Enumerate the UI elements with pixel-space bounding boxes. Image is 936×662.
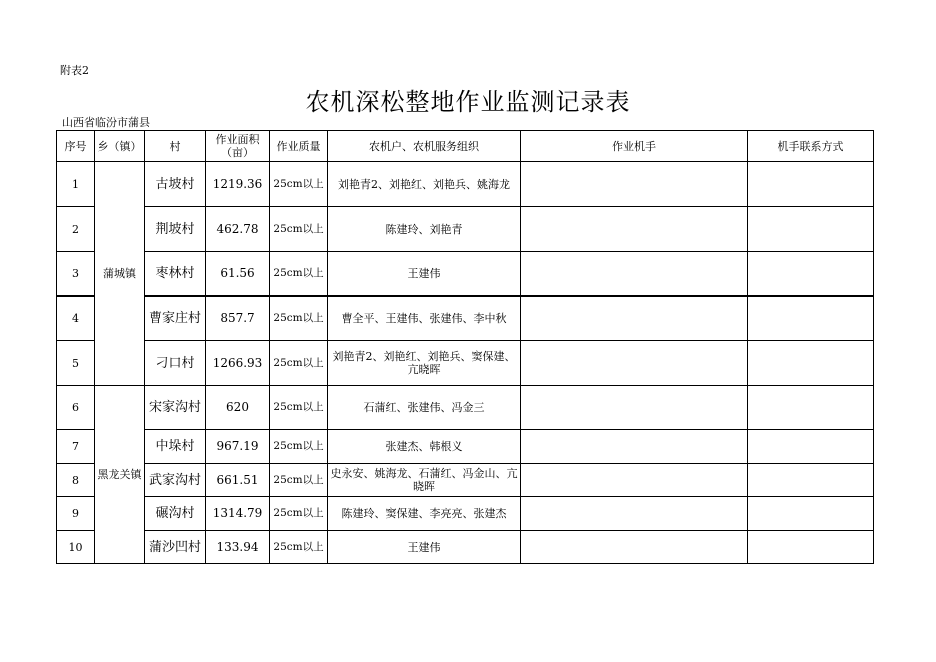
- cell-households: 刘艳青2、刘艳红、刘艳兵、姚海龙: [328, 162, 521, 207]
- cell-area: 1219.36: [206, 162, 270, 207]
- cell-no: 7: [57, 430, 95, 464]
- table-row: [57, 341, 874, 386]
- page-title: 农机深松整地作业监测记录表: [305, 88, 631, 116]
- cell-operator: [521, 341, 748, 386]
- cell-no: 6: [57, 386, 95, 430]
- cell-township: 黑龙关镇: [95, 386, 145, 564]
- cell-no: 9: [57, 497, 95, 531]
- cell-contact: [748, 296, 874, 341]
- table-row: [57, 497, 874, 531]
- cell-quality: 25cm以上: [270, 296, 328, 341]
- cell-households: 曹全平、王建伟、张建伟、李中秋: [328, 296, 521, 341]
- cell-operator: [521, 252, 748, 296]
- cell-quality: 25cm以上: [270, 430, 328, 464]
- cell-village: 中垛村: [145, 430, 206, 464]
- cell-township: 蒲城镇: [95, 162, 145, 386]
- attachment-label: 附表2: [60, 64, 89, 77]
- header-contact: 机手联系方式: [748, 131, 874, 162]
- cell-area: 1314.79: [206, 497, 270, 531]
- cell-households: 陈建玲、刘艳青: [328, 207, 521, 252]
- cell-operator: [521, 207, 748, 252]
- cell-no: 2: [57, 207, 95, 252]
- cell-quality: 25cm以上: [270, 341, 328, 386]
- cell-contact: [748, 386, 874, 430]
- cell-village: 荆坡村: [145, 207, 206, 252]
- header-households: 农机户、农机服务组织: [328, 131, 521, 162]
- cell-village: 古坡村: [145, 162, 206, 207]
- cell-village: 曹家庄村: [145, 296, 206, 341]
- cell-contact: [748, 341, 874, 386]
- cell-quality: 25cm以上: [270, 386, 328, 430]
- cell-area: 661.51: [206, 464, 270, 497]
- cell-households: 王建伟: [328, 252, 521, 296]
- cell-no: 10: [57, 531, 95, 564]
- cell-quality: 25cm以上: [270, 162, 328, 207]
- cell-households: 石蒲红、张建伟、冯金三: [328, 386, 521, 430]
- cell-no: 4: [57, 296, 95, 341]
- cell-area: 620: [206, 386, 270, 430]
- cell-contact: [748, 162, 874, 207]
- cell-quality: 25cm以上: [270, 252, 328, 296]
- cell-households: 张建杰、韩根义: [328, 430, 521, 464]
- cell-operator: [521, 497, 748, 531]
- cell-quality: 25cm以上: [270, 207, 328, 252]
- table-row: [57, 207, 874, 252]
- cell-operator: [521, 464, 748, 497]
- cell-village: 宋家沟村: [145, 386, 206, 430]
- header-no: 序号: [57, 131, 95, 162]
- header-operator: 作业机手: [521, 131, 748, 162]
- cell-area: 967.19: [206, 430, 270, 464]
- cell-households: 王建伟: [328, 531, 521, 564]
- table-row: [57, 296, 874, 341]
- cell-households: 刘艳青2、刘艳红、刘艳兵、窦保建、亢晓晖: [328, 341, 521, 386]
- cell-village: 武家沟村: [145, 464, 206, 497]
- table-row: [57, 531, 874, 564]
- table-row: [57, 162, 874, 207]
- cell-quality: 25cm以上: [270, 531, 328, 564]
- cell-operator: [521, 386, 748, 430]
- table-row: [57, 386, 874, 430]
- header-row: [57, 131, 874, 162]
- table-row: [57, 464, 874, 497]
- cell-area: 462.78: [206, 207, 270, 252]
- cell-contact: [748, 531, 874, 564]
- cell-operator: [521, 430, 748, 464]
- cell-village: 蒲沙凹村: [145, 531, 206, 564]
- cell-contact: [748, 252, 874, 296]
- cell-no: 5: [57, 341, 95, 386]
- cell-operator: [521, 162, 748, 207]
- cell-area: 61.56: [206, 252, 270, 296]
- cell-households: 史永安、姚海龙、石蒲红、冯金山、亢晓晖: [328, 464, 521, 497]
- region-label: 山西省临汾市蒲县: [62, 116, 150, 129]
- cell-no: 1: [57, 162, 95, 207]
- header-township: 乡（镇）: [95, 131, 145, 162]
- cell-operator: [521, 296, 748, 341]
- cell-contact: [748, 430, 874, 464]
- cell-area: 1266.93: [206, 341, 270, 386]
- cell-contact: [748, 497, 874, 531]
- header-quality: 作业质量: [270, 131, 328, 162]
- cell-no: 8: [57, 464, 95, 497]
- cell-operator: [521, 531, 748, 564]
- table-row: [57, 252, 874, 296]
- cell-contact: [748, 464, 874, 497]
- cell-area: 857.7: [206, 296, 270, 341]
- cell-no: 3: [57, 252, 95, 296]
- cell-households: 陈建玲、窦保建、李亮亮、张建杰: [328, 497, 521, 531]
- cell-village: 碾沟村: [145, 497, 206, 531]
- record-table: [56, 130, 874, 564]
- cell-village: 枣林村: [145, 252, 206, 296]
- header-area: 作业面积（亩）: [206, 131, 270, 162]
- cell-quality: 25cm以上: [270, 464, 328, 497]
- cell-area: 133.94: [206, 531, 270, 564]
- cell-village: 刁口村: [145, 341, 206, 386]
- cell-contact: [748, 207, 874, 252]
- header-village: 村: [145, 131, 206, 162]
- cell-quality: 25cm以上: [270, 497, 328, 531]
- table-row: [57, 430, 874, 464]
